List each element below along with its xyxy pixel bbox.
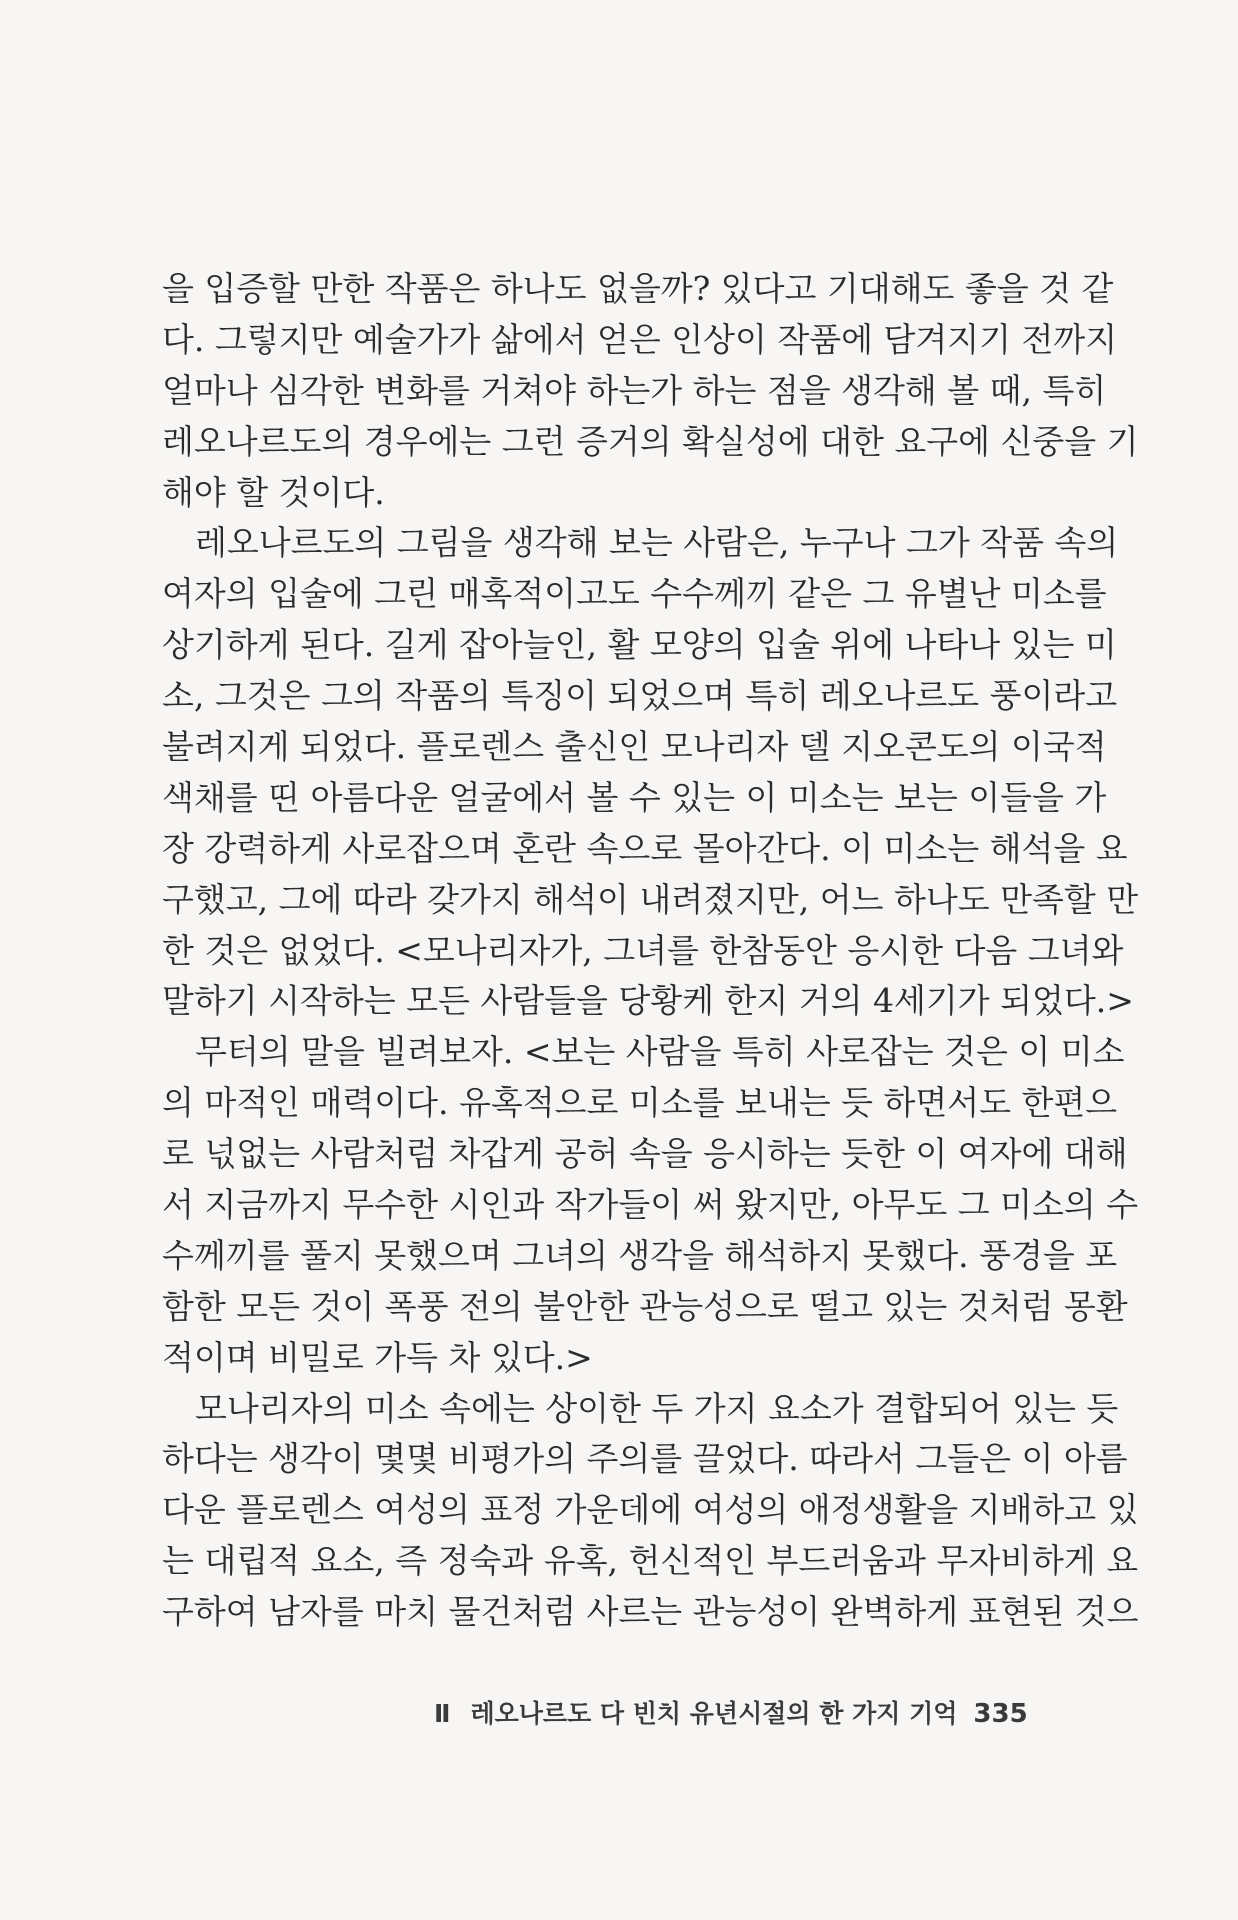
paragraph — [162, 1384, 1139, 1638]
text-line: 로 넋없는 사람처럼 차갑게 공허 속을 응시하는 듯한 이 여자에 대해 — [162, 1134, 1128, 1174]
text-line: 을 입증할 만한 작품은 하나도 없을까? 있다고 기대해도 좋을 것 같 — [162, 269, 1114, 308]
text-line: 다운 플로렌스 여성의 표정 가운데에 여성의 애정생활을 지배하고 있 — [162, 1490, 1139, 1530]
chapter-numeral: Ⅱ — [434, 1699, 451, 1728]
text-line: 장 강력하게 사로잡으며 혼란 속으로 몰아간다. 이 미소는 해석을 요 — [162, 828, 1128, 868]
text-line: 레오나르도의 그림을 생각해 보는 사람은, 누구나 그가 작품 속의 — [195, 523, 1119, 563]
text-line: 는 대립적 요소, 즉 정숙과 유혹, 헌신적인 부드러움과 무자비하게 요 — [162, 1541, 1139, 1581]
paragraph — [162, 518, 1139, 1027]
text-line: 말하기 시작하는 모든 사람들을 당황케 한지 거의 4세기가 되었다.> — [162, 981, 1134, 1021]
text-line: 레오나르도의 경우에는 그런 증거의 확실성에 대한 요구에 신중을 기 — [162, 421, 1139, 461]
text-line: 하다는 생각이 몇몇 비평가의 주의를 끌었다. 따라서 그들은 이 아름 — [162, 1439, 1128, 1479]
body-text — [162, 264, 1139, 1638]
text-line: 수께끼를 풀지 못했으며 그녀의 생각을 해석하지 못했다. 풍경을 포 — [162, 1235, 1118, 1275]
text-line: 소, 그것은 그의 작품의 특징이 되었으며 특히 레오나르도 풍이라고 — [162, 676, 1118, 716]
text-line: 다. 그렇지만 예술가가 삶에서 얻은 인상이 작품에 담겨지기 전까지 — [162, 319, 1118, 359]
text-line: 함한 모든 것이 폭풍 전의 불안한 관능성으로 떨고 있는 것처럼 몽환 — [162, 1286, 1128, 1326]
text-line: 구했고, 그에 따라 갖가지 해석이 내려졌지만, 어느 하나도 만족할 만 — [162, 879, 1139, 919]
text-line: 색채를 띤 아름다운 얼굴에서 볼 수 있는 이 미소는 보는 이들을 가 — [162, 777, 1107, 817]
text-line: 한 것은 없었다. <모나리자가, 그녀를 한참동안 응시한 다음 그녀와 — [162, 930, 1124, 970]
text-line: 해야 할 것이다. — [162, 472, 385, 512]
text-line: 모나리자의 미소 속에는 상이한 두 가지 요소가 결합되어 있는 듯 — [195, 1388, 1119, 1428]
text-line: 구하여 남자를 마치 물건처럼 사르는 관능성이 완벽하게 표현된 것으 — [162, 1592, 1139, 1632]
text-line: 불려지게 되었다. 플로렌스 출신인 모나리자 델 지오콘도의 이국적 — [162, 727, 1107, 767]
paragraph — [162, 264, 1139, 518]
text-line: 얼마나 심각한 변화를 거쳐야 하는가 하는 점을 생각해 볼 때, 특히 — [162, 370, 1107, 410]
text-line: 서 지금까지 무수한 시인과 작가들이 써 왔지만, 아무도 그 미소의 수 — [162, 1185, 1139, 1225]
paragraph — [162, 1027, 1139, 1383]
text-line: 상기하게 된다. 길게 잡아늘인, 활 모양의 입술 위에 나타나 있는 미 — [162, 625, 1117, 665]
text-line: 무터의 말을 빌려보자. <보는 사람을 특히 사로잡는 것은 이 미소 — [195, 1032, 1125, 1072]
text-line: 의 마적인 매력이다. 유혹적으로 미소를 보내는 듯 하면서도 한편으 — [162, 1083, 1118, 1123]
chapter-title: 레오나르도 다 빈치 유년시절의 한 가지 기억 — [470, 1699, 958, 1728]
running-footer — [434, 1694, 1030, 1730]
text-line: 적이며 비밀로 가득 차 있다.> — [162, 1337, 593, 1377]
page-number: 335 — [973, 1699, 1028, 1729]
text-line: 여자의 입술에 그린 매혹적이고도 수수께끼 같은 그 유별난 미소를 — [162, 574, 1107, 614]
